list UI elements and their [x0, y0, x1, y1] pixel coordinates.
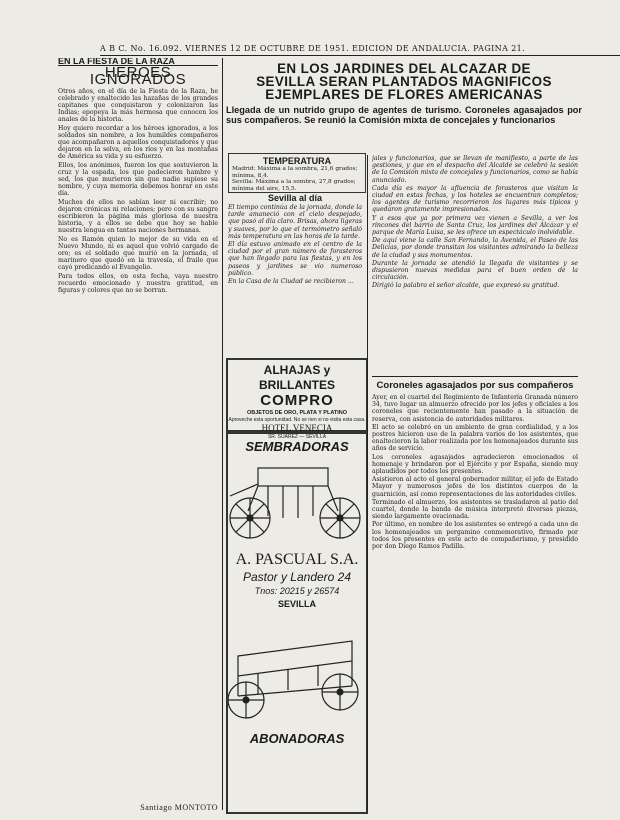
coroneles-paragraph: El acto se celebró en un ambiente de gran cordialidad, y a los postres hicieron uso de la palabra varios de los asistentes, que enaltecieron la labor realizada por los homenajeados durante sus años de servicio. — [372, 423, 578, 453]
alhajas-line1: ALHAJAS y BRILLANTES — [259, 363, 335, 392]
main-headline — [226, 62, 582, 101]
alhajas-line2: COMPRO — [260, 392, 334, 409]
alhajas-line4: Aproveche esta oportunidad. No se rien si no visita esta casa. — [228, 417, 366, 423]
headline-deck: Llegada de un nutrido grupo de agentes de turismo. Coroneles agasajados por sus compañeros. Se reunió la Comisión mixta de concejales y funcionarios — [226, 105, 582, 125]
seed-drill-illustration — [228, 456, 362, 546]
headline-line: SEVILLA SERAN PLANTADOS MAGNIFICOS — [256, 74, 552, 89]
pascual-city: SEVILLA — [277, 599, 316, 609]
headline-line: EN LOS JARDINES DEL ALCAZAR DE — [277, 61, 531, 76]
left-paragraph: Hoy quiero recordar a los héroes ignorados, a los soldados sin nombre, a los humildes compañeros que acompañaron a aquellos conquistadores y que dejaron en la selva, en los ríos y en las montañas de América su vida y su esfuerzo. — [58, 124, 218, 161]
temperatura-title: TEMPERATURA — [262, 156, 332, 166]
temperatura-box — [228, 153, 366, 193]
sevilla-paragraph: En la Casa de la Ciudad se recibieron ... — [228, 278, 354, 286]
right-paragraph: Cada día es mayor la afluencia de forasteros que visitan la ciudad en estas fechas, y los hoteles se encuentran completos; los agentes de turismo recorrieron los lugares más típicos y quedaron gratamente impresionados. — [372, 184, 578, 214]
page-header: A B C. No. 16.092. VIERNES 12 DE OCTUBRE DE 1951. EDICION DE ANDALUCIA. PAGINA 21. — [100, 44, 526, 53]
coroneles-paragraph: Asistieron al acto el general gobernador militar, el jefe de Estado Mayor y numerosos jefes de los distintos cuerpos de la guarnición, así como representaciones de las autoridades civiles. — [372, 476, 578, 498]
pascual-ad — [226, 432, 368, 814]
pascual-top: SEMBRADORAS — [245, 439, 349, 454]
left-paragraph: Muchos de ellos no sabían leer ni escribir; no dejaron crónicas ni relaciones; pero con su sangre escribieron la página más gloriosa de nuestra historia, y a ellos se debe que hoy se hable nuestra lengua en tantas naciones hermanas. — [58, 198, 218, 235]
sevilla-paragraph: El día estuvo animado en el centro de la ciudad por el gran número de forasteros que han llegado para las fiestas, y en los paseos y jardines se vio numeroso público. — [228, 241, 362, 277]
alhajas-line5: HOTEL VENECIA — [261, 423, 333, 433]
coroneles-paragraph: Por último, en nombre de los asistentes se entregó a cada uno de los homenajeados un pergamino conmemorativo, firmado por todos los presentes en este acto de compañerismo, y presidido por don Diego Ramos Padilla. — [372, 521, 578, 551]
pascual-address: Pastor y Landero 24 — [242, 570, 352, 584]
left-paragraph: No es Ramón quien lo mejor de su vida en el Nuevo Mundo, ni es aquel que volvió cargado de oro; es el soldado que murió en la jornada, el marinero que quedó en la travesía, el fraile que cayó predicando el Evangelio. — [58, 235, 218, 272]
fertilizer-spreader-illustration — [228, 616, 362, 726]
temperatura-sevilla: Sevilla: Máxima a la sombra, 27,8 grados; mínima del aire, 15,5. — [232, 179, 356, 192]
left-kicker: EN LA FIESTA DE LA RAZA — [58, 58, 218, 66]
right-column — [372, 155, 578, 373]
header-rule — [100, 55, 620, 56]
left-title: HEROES IGNORADOS — [89, 64, 187, 89]
left-column — [58, 58, 218, 810]
alhajas-line6: SR. SUAREZ — SEVILLA — [267, 434, 327, 440]
pascual-bottom: ABONADORAS — [249, 731, 345, 746]
right-paragraph: Dirigió la palabra el señor alcalde, que expresó su gratitud. — [372, 282, 560, 290]
left-signature: Santiago MONTOTO — [140, 803, 218, 812]
column-rule-mid — [367, 155, 368, 810]
coroneles-article — [372, 380, 578, 810]
left-paragraph: Ellos, los anónimos, fueron los que sostuvieron la cruz y la espada, los que padecieron hambre y sed, los que murieron sin que nadie supiese su nombre, y cuya memoria debemos honrar en este día. — [58, 161, 218, 198]
right-paragraph: De aquí viene la calle San Fernando, la Avenida, el Paseo de las Delicias, por donde transitan los visitantes admirando la belleza de la ciudad y sus monumentos. — [372, 237, 578, 259]
left-paragraph: Para todos ellos, en esta fecha, vaya nuestro recuerdo emocionado y nuestra gratitud, en figuras y colores que no se borran. — [58, 272, 218, 295]
coroneles-paragraph: Ayer, en el cuartel del Regimiento de Infantería Granada número 34, tuvo lugar un almuerzo ofrecido por los jefes y oficiales a los coroneles que recientemente han pasado a la situación de reserva, con asistencia de autoridades militares. — [372, 394, 578, 423]
column-rule-left — [222, 58, 223, 810]
sevilla-al-dia-title: Sevilla al día — [267, 193, 323, 203]
coroneles-title: Coroneles agasajados por sus compañeros — [376, 380, 574, 391]
alhajas-ad — [226, 358, 368, 440]
sevilla-paragraph: El tiempo continúa de la jornada, donde la tarde amaneció con el cielo despejado, que pasó al día claro. Brisas, ahora ligeras y suaves, por lo que el termómetro señaló más temperatura en las horas de la tarde. — [228, 204, 362, 240]
pascual-company: A. PASCUAL S.A. — [235, 551, 359, 568]
coroneles-paragraph: Los coroneles agasajados agradecieron emocionados el homenaje y brindaron por el Ejército y por España, siendo muy aplaudidos por todos los presentes. — [372, 453, 578, 476]
pascual-phones: Tnos: 20215 y 26574 — [254, 586, 340, 596]
left-paragraph: Otros años, en el día de la Fiesta de la Raza, he celebrado y enaltecido las hazañas de los grandes capitanes que conquistaron y colonizaron las Indias; epopeya la más hermosa que conocen los anales de la historia. — [58, 87, 218, 124]
coroneles-paragraph: Terminado el almuerzo, los asistentes se trasladaron al patio del cuartel, donde la banda de música interpretó diversas piezas, siendo largamente ovacionada. — [372, 498, 578, 521]
sevilla-al-dia — [228, 193, 362, 353]
right-paragraph: jales y funcionarios, que se llevan de manifiesto, a parte de las gestiones, y que en el despacho del Alcalde se celebró la sesión de la Comisión mixta de concejales y funcionarios, como se había anunciado. — [372, 155, 578, 184]
alhajas-line3: OBJETOS DE ORO, PLATA Y PLATINO — [246, 410, 348, 416]
right-paragraph: Y a esos que ya por primera vez vienen a Sevilla, a ver los rincones del barrio de Santa Cruz, los jardines del Alcázar y el parque de María Luisa, se les ofrece un espectáculo inolvidable. — [372, 214, 578, 237]
section-rule — [372, 376, 578, 377]
right-paragraph: Durante la jornada se atendió la llegada de visitantes y se dispusieron nuevas medidas para el buen orden de la circulación. — [372, 259, 578, 282]
headline-line: EJEMPLARES DE FLORES AMERICANAS — [265, 87, 543, 102]
temperatura-madrid: Madrid: Máxima a la sombra, 21,6 grados; mínima, 8,4. — [232, 166, 358, 179]
